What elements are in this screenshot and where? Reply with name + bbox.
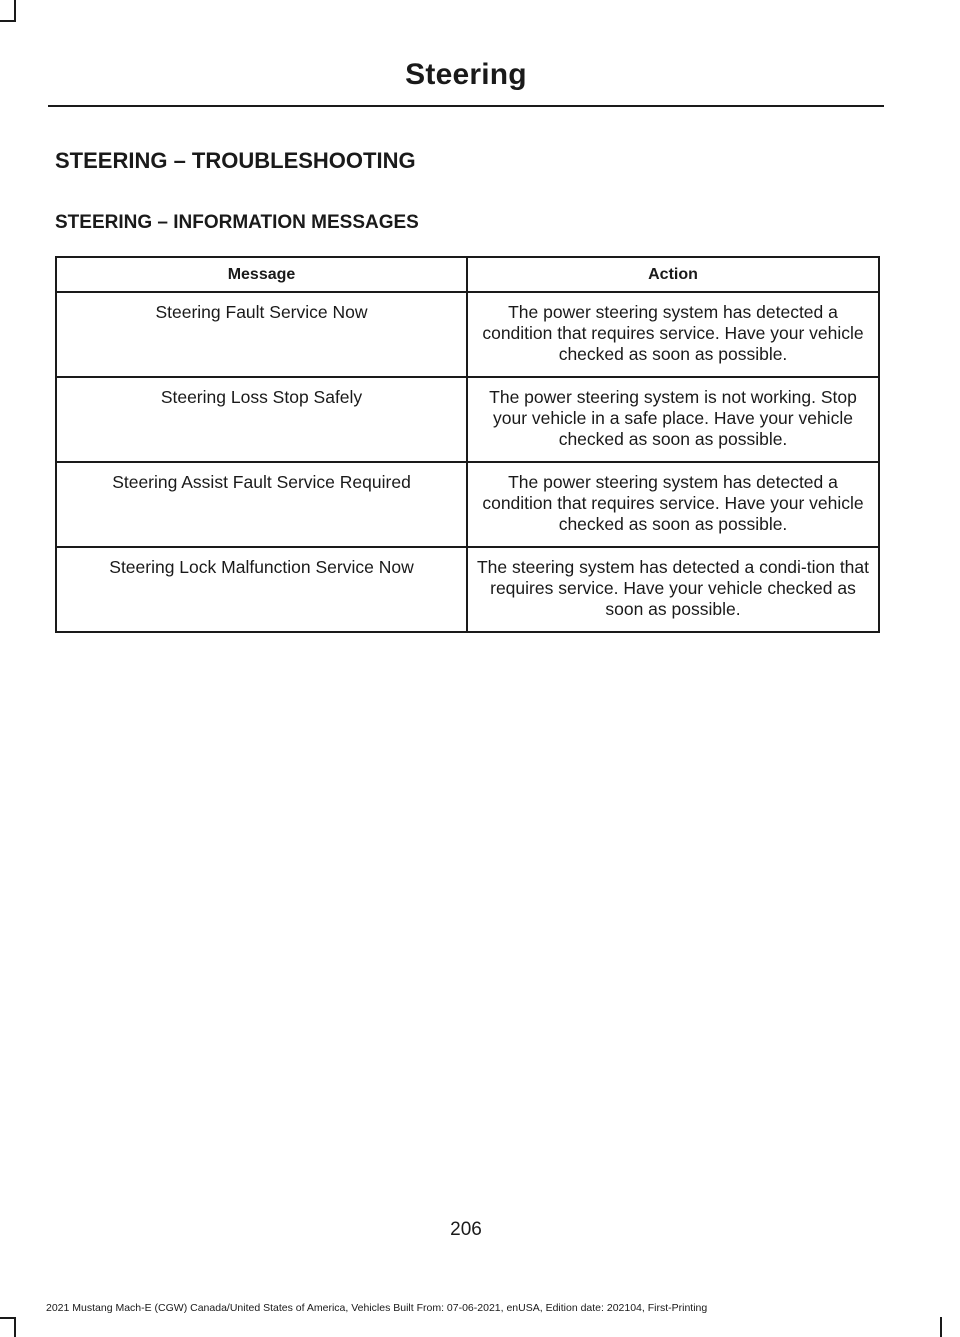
table-row — [56, 292, 879, 377]
crop-mark-bottom-right-vertical — [940, 1317, 942, 1337]
message-cell: Steering Assist Fault Service Required — [56, 462, 467, 547]
crop-mark-top-left-vertical — [14, 0, 16, 20]
crop-mark-bottom-left-vertical — [14, 1317, 16, 1337]
section-title: STEERING – TROUBLESHOOTING — [55, 148, 416, 173]
crop-mark-top-left-horizontal — [0, 20, 16, 22]
table-header-row — [56, 257, 879, 292]
action-cell: The power steering system is not working. Stop your vehicle in a safe place. Have your vehicle checked as soon as possible. — [467, 377, 879, 462]
crop-mark-bottom-left-horizontal — [0, 1317, 16, 1319]
column-header-message: Message — [56, 257, 467, 292]
message-cell: Steering Loss Stop Safely — [56, 377, 467, 462]
information-messages-table — [55, 256, 880, 633]
message-cell: Steering Fault Service Now — [56, 292, 467, 377]
footer-edition-text: 2021 Mustang Mach-E (CGW) Canada/United States of America, Vehicles Built From: 07-06-2021, enUSA, Edition date: 202104, First-Printing — [46, 1302, 708, 1314]
table-row — [56, 462, 879, 547]
message-cell: Steering Lock Malfunction Service Now — [56, 547, 467, 632]
page-number: 206 — [450, 1219, 482, 1240]
header-divider — [48, 105, 884, 107]
action-cell: The steering system has detected a condi-tion that requires service. Have your vehicle checked as soon as possible. — [467, 547, 879, 632]
table-row — [56, 547, 879, 632]
subsection-title: STEERING – INFORMATION MESSAGES — [55, 212, 419, 233]
chapter-title: Steering — [405, 58, 527, 91]
table-row — [56, 377, 879, 462]
column-header-action: Action — [467, 257, 879, 292]
action-cell: The power steering system has detected a condition that requires service. Have your vehicle checked as soon as possible. — [467, 292, 879, 377]
action-cell: The power steering system has detected a condition that requires service. Have your vehicle checked as soon as possible. — [467, 462, 879, 547]
